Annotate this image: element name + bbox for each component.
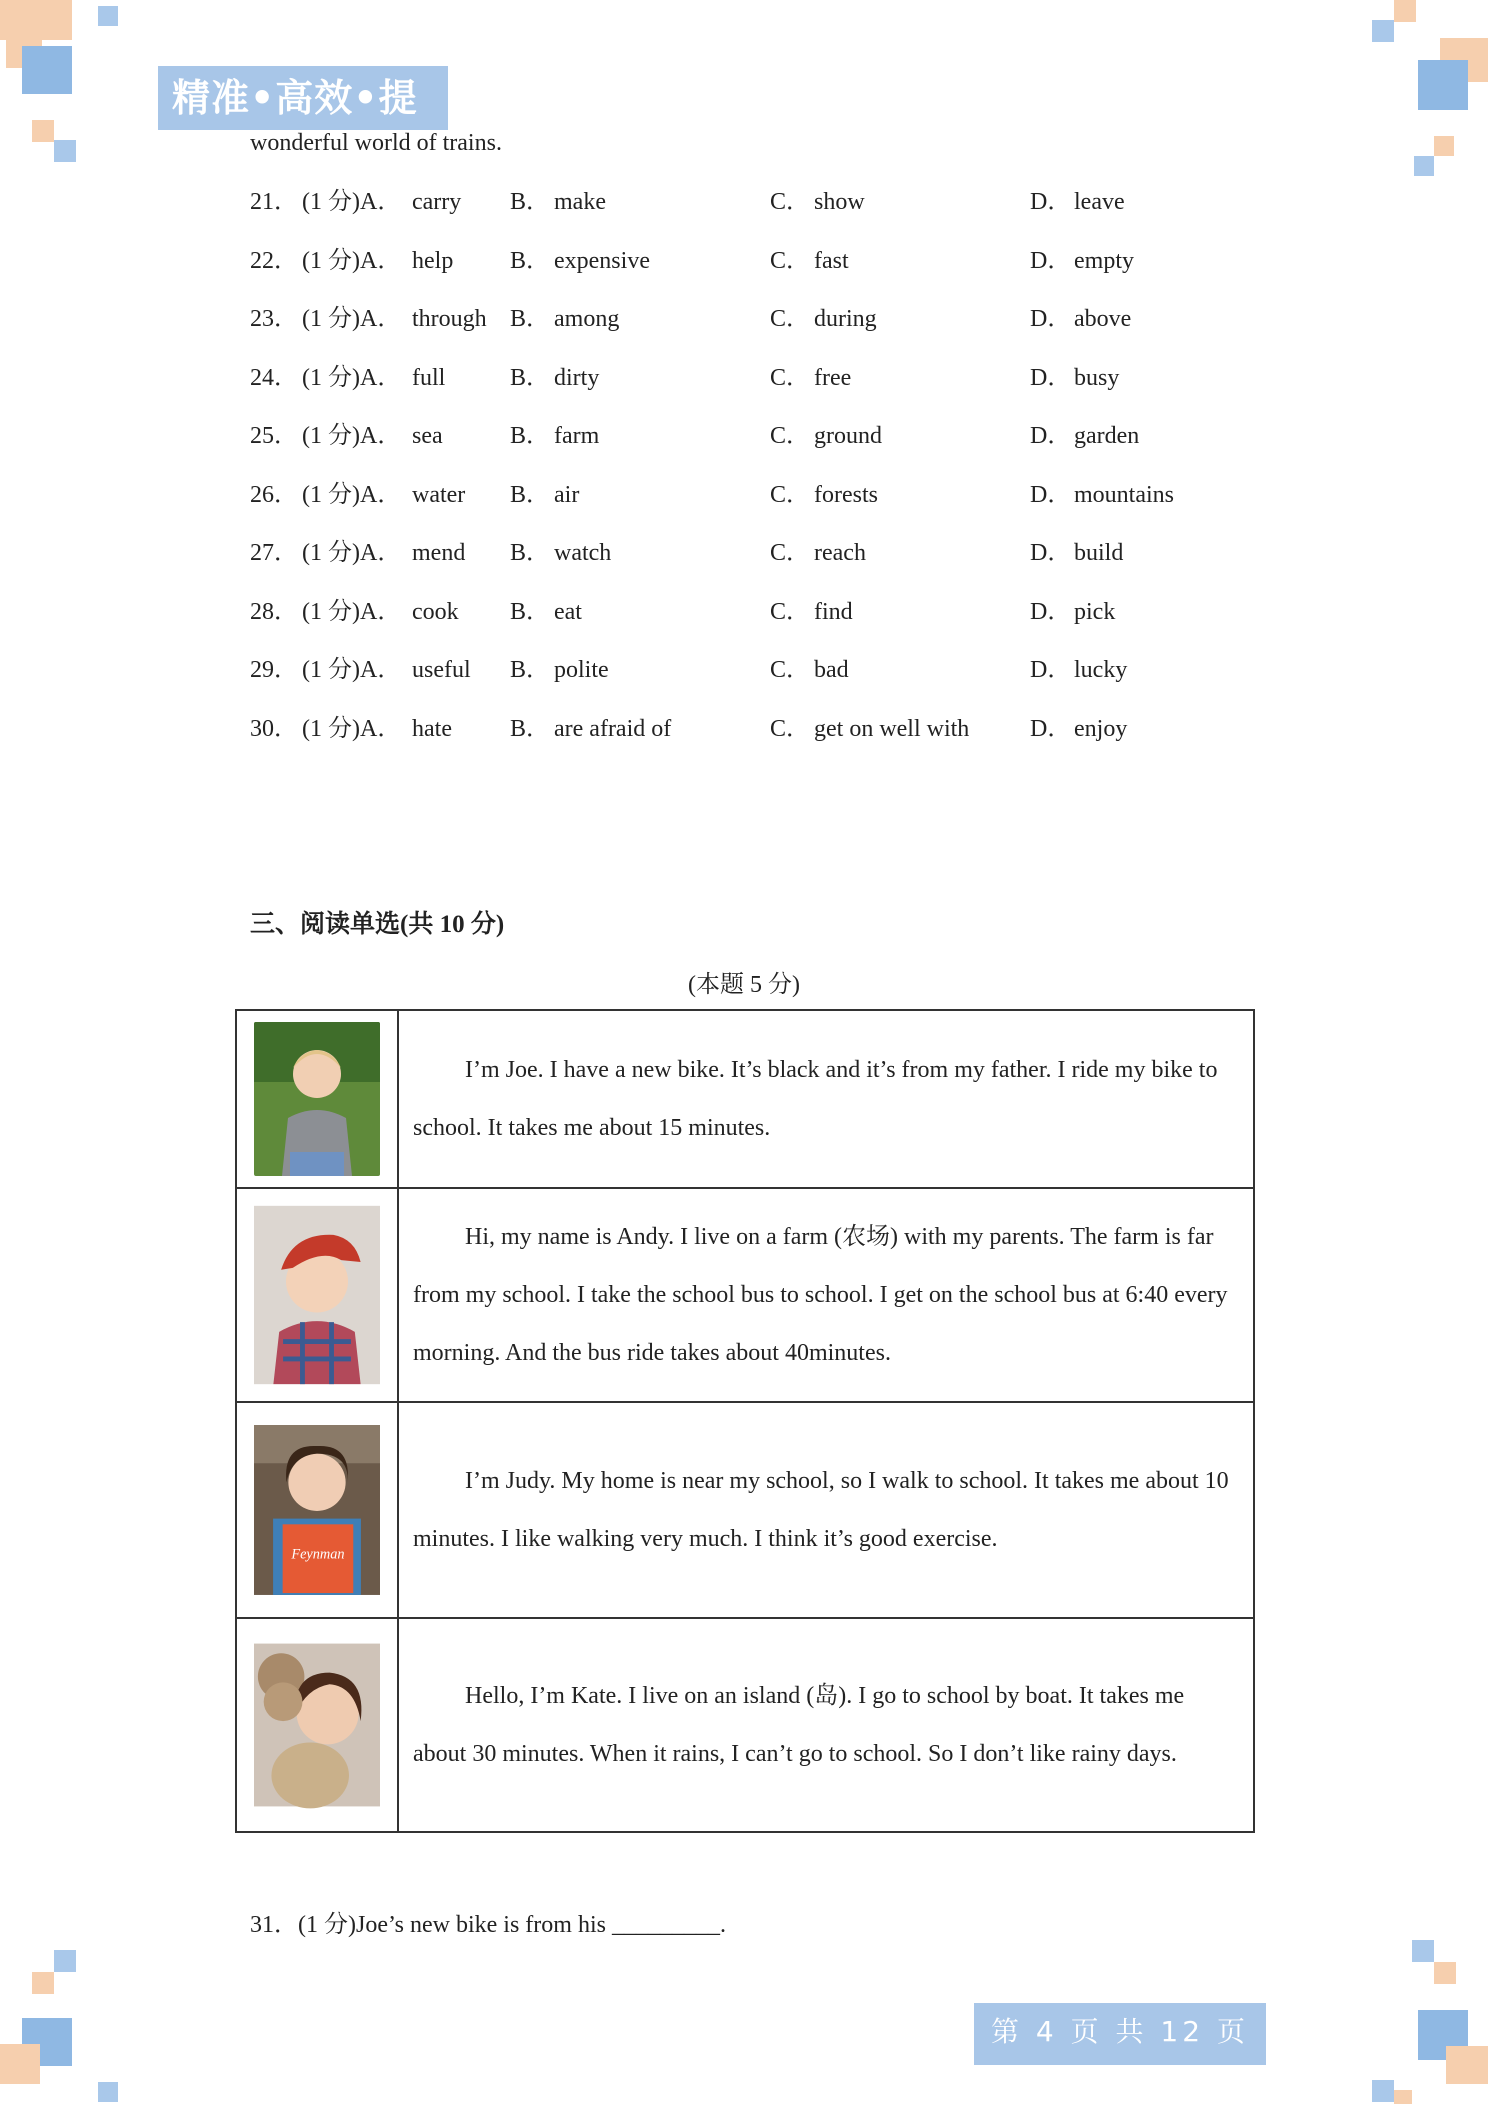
option-text: carry [412,189,462,215]
question-score: (1 分)A． [302,306,402,332]
corner-decoration [98,2082,118,2102]
corner-decoration [1414,156,1434,176]
passage-text: Hi, my name is Andy. I live on a farm (农场) with my parents. The farm is far from my school. I take the school bus to school. I get on the school bus at 6:40 every morning. And the bus ride takes about 40minutes. [413,1224,1228,1366]
question-31: 31．(1 分)Joe’s new bike is from his _________. [250,1912,726,1938]
option-text: mountains [1074,482,1174,508]
photo-cell [236,1010,398,1188]
option-label: D． [1030,365,1072,391]
option-text: useful [412,657,471,683]
boy-cap-photo [254,1203,380,1387]
option-label: B． [510,657,551,683]
option-text: farm [554,423,600,449]
question-score: (1 分)A． [302,423,402,449]
question-score: (1 分)A． [302,482,402,508]
option-text: hate [412,716,452,742]
corner-decoration [1434,136,1454,156]
table-row [236,1188,1254,1402]
option-text: eat [554,599,582,625]
option-label: C． [770,716,811,742]
girl-teddy-photo [254,1641,380,1809]
option-text: leave [1074,189,1125,215]
section-title: 三、阅读单选(共 10 分) [250,911,505,938]
question-number: 26． [250,482,298,508]
question-score: (1 分)A． [302,540,402,566]
girl-book-photo [254,1421,380,1599]
reading-table [235,1009,1255,1833]
option-text: build [1074,540,1124,566]
passage-joe [398,1010,1254,1188]
corner-decoration [32,120,54,142]
option-label: D． [1030,189,1072,215]
section-subtitle: (本题 5 分) [688,972,800,998]
corner-decoration [1372,2080,1394,2102]
corner-decoration [54,1950,76,1972]
option-text: full [412,365,446,391]
corner-decoration [1412,1940,1434,1962]
option-text: during [814,306,877,332]
option-text: air [554,482,580,508]
option-label: B． [510,248,551,274]
question-number: 28． [250,599,298,625]
option-text: watch [554,540,612,566]
option-text: cook [412,599,459,625]
option-text: above [1074,306,1132,332]
photo-cell [236,1188,398,1402]
option-label: B． [510,599,551,625]
question-score: (1 分)A． [302,716,402,742]
option-text: make [554,189,606,215]
boy-photo [254,1022,380,1176]
option-label: D． [1030,716,1072,742]
option-text: dirty [554,365,600,391]
question-number: 27． [250,540,298,566]
option-label: B． [510,716,551,742]
question-number: 25． [250,423,298,449]
option-label: C． [770,657,811,683]
corner-decoration [98,6,118,26]
question-score: (1 分)A． [302,599,402,625]
option-text: bad [814,657,849,683]
option-label: D． [1030,540,1072,566]
table-row [236,1010,1254,1188]
question-score: (1 分)A． [302,657,402,683]
passage-text: I’m Judy. My home is near my school, so I walk to school. It takes me about 10 minutes. I like walking very much. I think it’s good exercise. [413,1468,1229,1552]
option-text: pick [1074,599,1116,625]
question-score: (1 分)A． [302,248,402,274]
option-text: mend [412,540,466,566]
passage-kate [398,1618,1254,1832]
option-text: are afraid of [554,716,672,742]
passage-andy [398,1188,1254,1402]
question-number: 22． [250,248,298,274]
table-row [236,1618,1254,1832]
table-row [236,1402,1254,1618]
option-text: expensive [554,248,650,274]
question-number: 29． [250,657,298,683]
option-label: C． [770,540,811,566]
corner-decoration [1418,60,1468,110]
corner-decoration [1446,2046,1488,2084]
option-text: enjoy [1074,716,1128,742]
corner-decoration [32,1972,54,1994]
question-score: (1 分)A． [302,365,402,391]
option-text: reach [814,540,866,566]
option-text: sea [412,423,443,449]
brand-banner: 精准•高效•提升 [158,66,448,130]
option-text: water [412,482,466,508]
question-score: (1 分)A． [302,189,402,215]
option-text: find [814,599,853,625]
corner-decoration [1372,20,1394,42]
page-number: 第 4 页 共 12 页 [974,2003,1266,2065]
option-label: B． [510,423,551,449]
corner-decoration [1394,0,1416,22]
option-label: C． [770,248,811,274]
option-text: fast [814,248,849,274]
question-number: 30． [250,716,298,742]
option-label: D． [1030,657,1072,683]
option-text: polite [554,657,609,683]
option-label: C． [770,599,811,625]
option-label: D． [1030,599,1072,625]
option-text: free [814,365,852,391]
option-label: B． [510,189,551,215]
option-label: C． [770,306,811,332]
option-label: D． [1030,423,1072,449]
option-text: busy [1074,365,1120,391]
option-text: lucky [1074,657,1128,683]
corner-decoration [1434,1962,1456,1984]
passage-tail: wonderful world of trains. [250,130,502,156]
option-label: D． [1030,306,1072,332]
passage-text: I’m Joe. I have a new bike. It’s black and it’s from my father. I ride my bike to school. It takes me about 15 minutes. [413,1057,1218,1141]
book-cover-label: Feynman [291,1546,345,1563]
option-label: B． [510,306,551,332]
option-label: C． [770,482,811,508]
option-label: D． [1030,248,1072,274]
option-text: ground [814,423,882,449]
question-number: 24． [250,365,298,391]
option-label: C． [770,365,811,391]
option-label: C． [770,423,811,449]
option-text: help [412,248,454,274]
corner-decoration [54,140,76,162]
corner-decoration [0,2044,40,2084]
photo-cell [236,1618,398,1832]
option-text: garden [1074,423,1140,449]
option-label: B． [510,540,551,566]
option-label: C． [770,189,811,215]
option-text: forests [814,482,878,508]
option-text: through [412,306,487,332]
corner-decoration [1394,2090,1412,2104]
corner-decoration [22,46,72,94]
option-label: D． [1030,482,1072,508]
option-text: show [814,189,865,215]
question-number: 21． [250,189,298,215]
passage-judy [398,1402,1254,1618]
option-text: empty [1074,248,1134,274]
photo-cell [236,1402,398,1618]
option-text: get on well with [814,716,970,742]
passage-text: Hello, I’m Kate. I live on an island (岛). I go to school by boat. It takes me about 30 minutes. When it rains, I can’t go to school. So I don’t like rainy days. [413,1683,1185,1767]
option-label: B． [510,365,551,391]
question-number: 23． [250,306,298,332]
option-text: among [554,306,620,332]
option-label: B． [510,482,551,508]
